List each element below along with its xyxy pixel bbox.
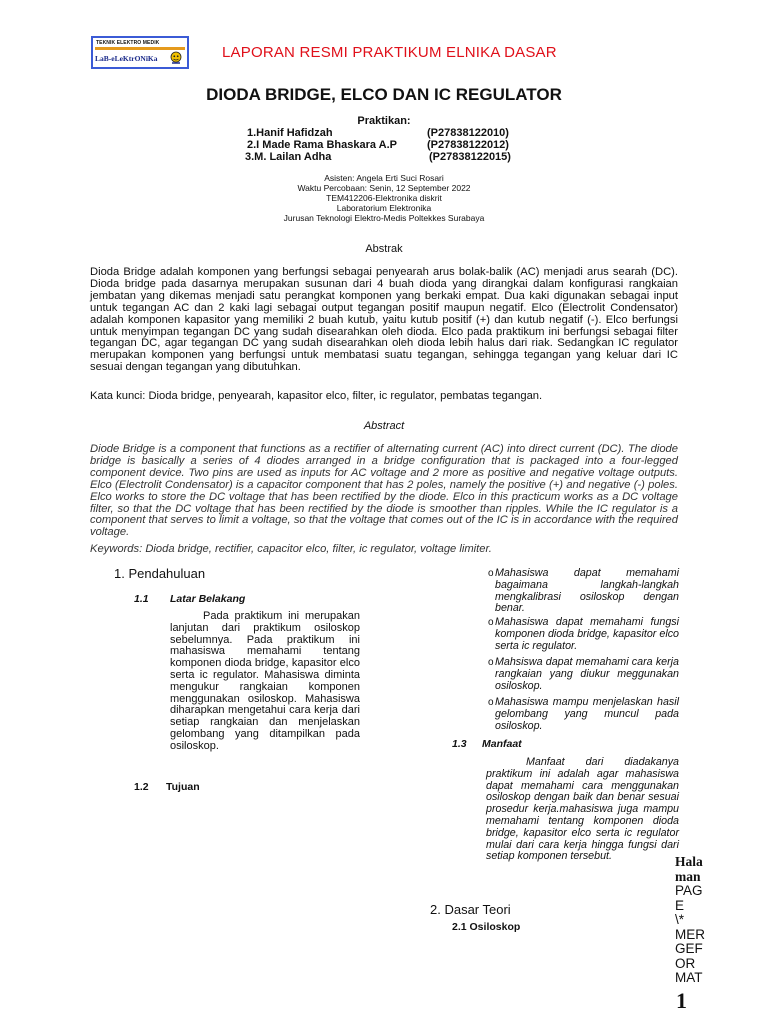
- abstrak-keywords: Kata kunci: Dioda bridge, penyearah, kapasitor elco, filter, ic regulator, pembatas tegangan.: [90, 390, 543, 402]
- tujuan-item-1: Mahasiswa dapat memahami bagaimana langkah-langkah mengkalibrasi osiloskop dengan benar.: [495, 567, 679, 615]
- sub-1-2-title: Tujuan: [166, 781, 200, 793]
- abstract-body: Diode Bridge is a component that functions as a rectifier of alternating current (AC) into direct current (DC). The diode bridge is basically a series of 4 diodes arranged in a bridge configuration that is packaged into a four-legged component device. Two pins are used as inputs for AC voltage and 2 more as positive and negative voltage outputs. Elco (Electrolit Condensator) is a capacitor component that has 2 poles, namely the positive (+) and negative (-) poles. Elco works to store the DC voltage that has been rectified by the diode. Elco in this practicum works as a DC voltage filter, so that the DC voltage that has been rectified by the diode is smoother than ripples. While the IC regulator is a component that serves to limit a voltage, so that the voltage that comes out of the IC is in accordance with the required voltage.: [90, 443, 678, 539]
- sub-1-3-title: Manfaat: [482, 738, 522, 750]
- abstract-title: Abstract: [363, 420, 405, 432]
- author-name-1: 1.Hanif Hafidzah: [247, 127, 333, 139]
- tujuan-item-2: Mahasiswa dapat memahami fungsi komponen dioda bridge, kapasitor elco serta ic regulator.: [495, 616, 679, 652]
- praktikan-label: Praktikan:: [357, 115, 411, 127]
- sub-1-1-num: 1.1: [134, 593, 149, 605]
- meta-asisten: Asisten: Angela Erti Suci Rosari: [324, 173, 444, 183]
- author-id-2: (P27838122012): [427, 139, 509, 151]
- sub-1-1-title: Latar Belakang: [170, 593, 246, 605]
- field-line: MAT: [675, 970, 703, 985]
- bullet-marker-2: o: [488, 617, 494, 628]
- field-line: \*: [675, 912, 685, 927]
- latar-belakang-body: [170, 611, 360, 753]
- tujuan-item-4: Mahasiswa mampu menjelaskan hasil gelombang yang muncul pada osiloskop.: [495, 696, 679, 732]
- meta-jurusan: Jurusan Teknologi Elektro-Medis Poltekkes Surabaya: [283, 213, 485, 223]
- abstract-keywords: Keywords: Dioda bridge, rectifier, capacitor elco, filter, ic regulator, voltage limiter.: [90, 543, 492, 555]
- bullet-marker-4: o: [488, 697, 494, 708]
- sub-1-2-num: 1.2: [134, 781, 149, 793]
- sub-2-1-heading: 2.1 Osiloskop: [452, 921, 521, 933]
- abstrak-title: Abstrak: [365, 243, 403, 255]
- lab-logo: [91, 36, 189, 69]
- meta-course: TEM412206-Elektronika diskrit: [326, 193, 442, 203]
- bullet-marker-1: o: [488, 568, 494, 579]
- page-field-code: [675, 855, 715, 986]
- author-name-3: 3.M. Lailan Adha: [245, 151, 332, 163]
- manfaat-body: [486, 757, 679, 863]
- tujuan-item-3: Mahsiswa dapat memahami cara kerja rangkaian yang diukur meggunakan osiloskop.: [495, 656, 679, 692]
- section-1-heading: 1. Pendahuluan: [114, 566, 206, 581]
- author-id-1: (P27838122010): [427, 127, 509, 139]
- document-title: DIODA BRIDGE, ELCO DAN IC REGULATOR: [206, 85, 562, 104]
- manfaat-text: Manfaat dari diadakanya praktikum ini adalah agar mahasiswa dapat memahami cara menggunakan osiloskop dengan baik dan benar sesuai prosedur kerja.mahasiswa juga mampu memahami tentang komponen dioda bridge, kapasitor elco serta ic regulator mulai dari cara kerja hingga fungsi dari setiap komponen tersebut.: [486, 756, 679, 863]
- page-number: 1: [676, 988, 687, 1013]
- meta-lab: Laboratorium Elektronika: [336, 203, 432, 213]
- logo-text: LaB-eLeKtrONiKa: [95, 54, 158, 63]
- latar-belakang-text: Pada praktikum ini merupakan lanjutan dari praktikum osiloskop sebelumnya. Pada praktikum ini mahasiswa memahami tentang komponen dioda bridge, kapasitor elco serta ic regulator. Mahasiswa diminta mengukur rangkaian komponen menggunakan osiloskop. Mahasiswa diharapkan mengetahui cara kerja dari setiap rangkaian dan menjelaskan gelombang yang ditampilkan pada osiloskop.: [170, 610, 360, 752]
- field-line: man: [675, 868, 701, 884]
- bullet-marker-3: o: [488, 657, 494, 668]
- author-id-3: (P27838122015): [429, 151, 511, 163]
- section-2-heading: 2. Dasar Teori: [430, 902, 511, 917]
- mascot-icon: [168, 50, 184, 66]
- meta-waktu: Waktu Percobaan: Senin, 12 September 2022: [297, 183, 471, 193]
- author-name-2: 2.I Made Rama Bhaskara A.P: [247, 139, 397, 151]
- logo-top-text: TEKNIK ELEKTRO MEDIK: [96, 40, 160, 46]
- field-line: MER: [675, 926, 705, 942]
- abstrak-body: Dioda Bridge adalah komponen yang berfungsi sebagai penyearah arus bolak-balik (AC) menjadi arus searah (DC). Dioda bridge pada dasarnya merupakan susunan dari 4 buah dioda yang dirangkai dalam konfigurasi rangkaian jembatan yang dikemas menjadi satu perangkat komponen yang berkaki empat. Dua kaki digunakan sebagai input untuk tegangan AC dan 2 kaki lagi sebagai output tegangan positif maupun negatif. Elco (Electrolit Condensator) adalah komponen kapasitor yang memiliki 2 buah kutub, yaitu kutub positif (+) dan kutub negatif (-). Elco berfungsi untuk menyimpan tegangan DC yang sudah disearahkan oleh dioda. Elco pada praktikum ini berfungsi sebagai filter tegangan DC, agar tegangan DC yang sudah disearahkan oleh dioda lebih halus dari riak. Sedangkan IC regulator merupakan komponen yang berfungsi untuk membatasi suatu tegangan, sehingga tegangan yang keluar dari IC sesuai dengan tegangan yang dibutuhkan.: [90, 266, 678, 374]
- field-line: PAG: [675, 883, 703, 898]
- report-header-title: LAPORAN RESMI PRAKTIKUM ELNIKA DASAR: [222, 44, 557, 61]
- field-line: Hala: [675, 854, 703, 869]
- sub-1-3-num: 1.3: [452, 738, 467, 750]
- field-line: OR: [675, 955, 696, 971]
- field-line: GEF: [675, 941, 703, 956]
- field-line: E: [675, 897, 685, 913]
